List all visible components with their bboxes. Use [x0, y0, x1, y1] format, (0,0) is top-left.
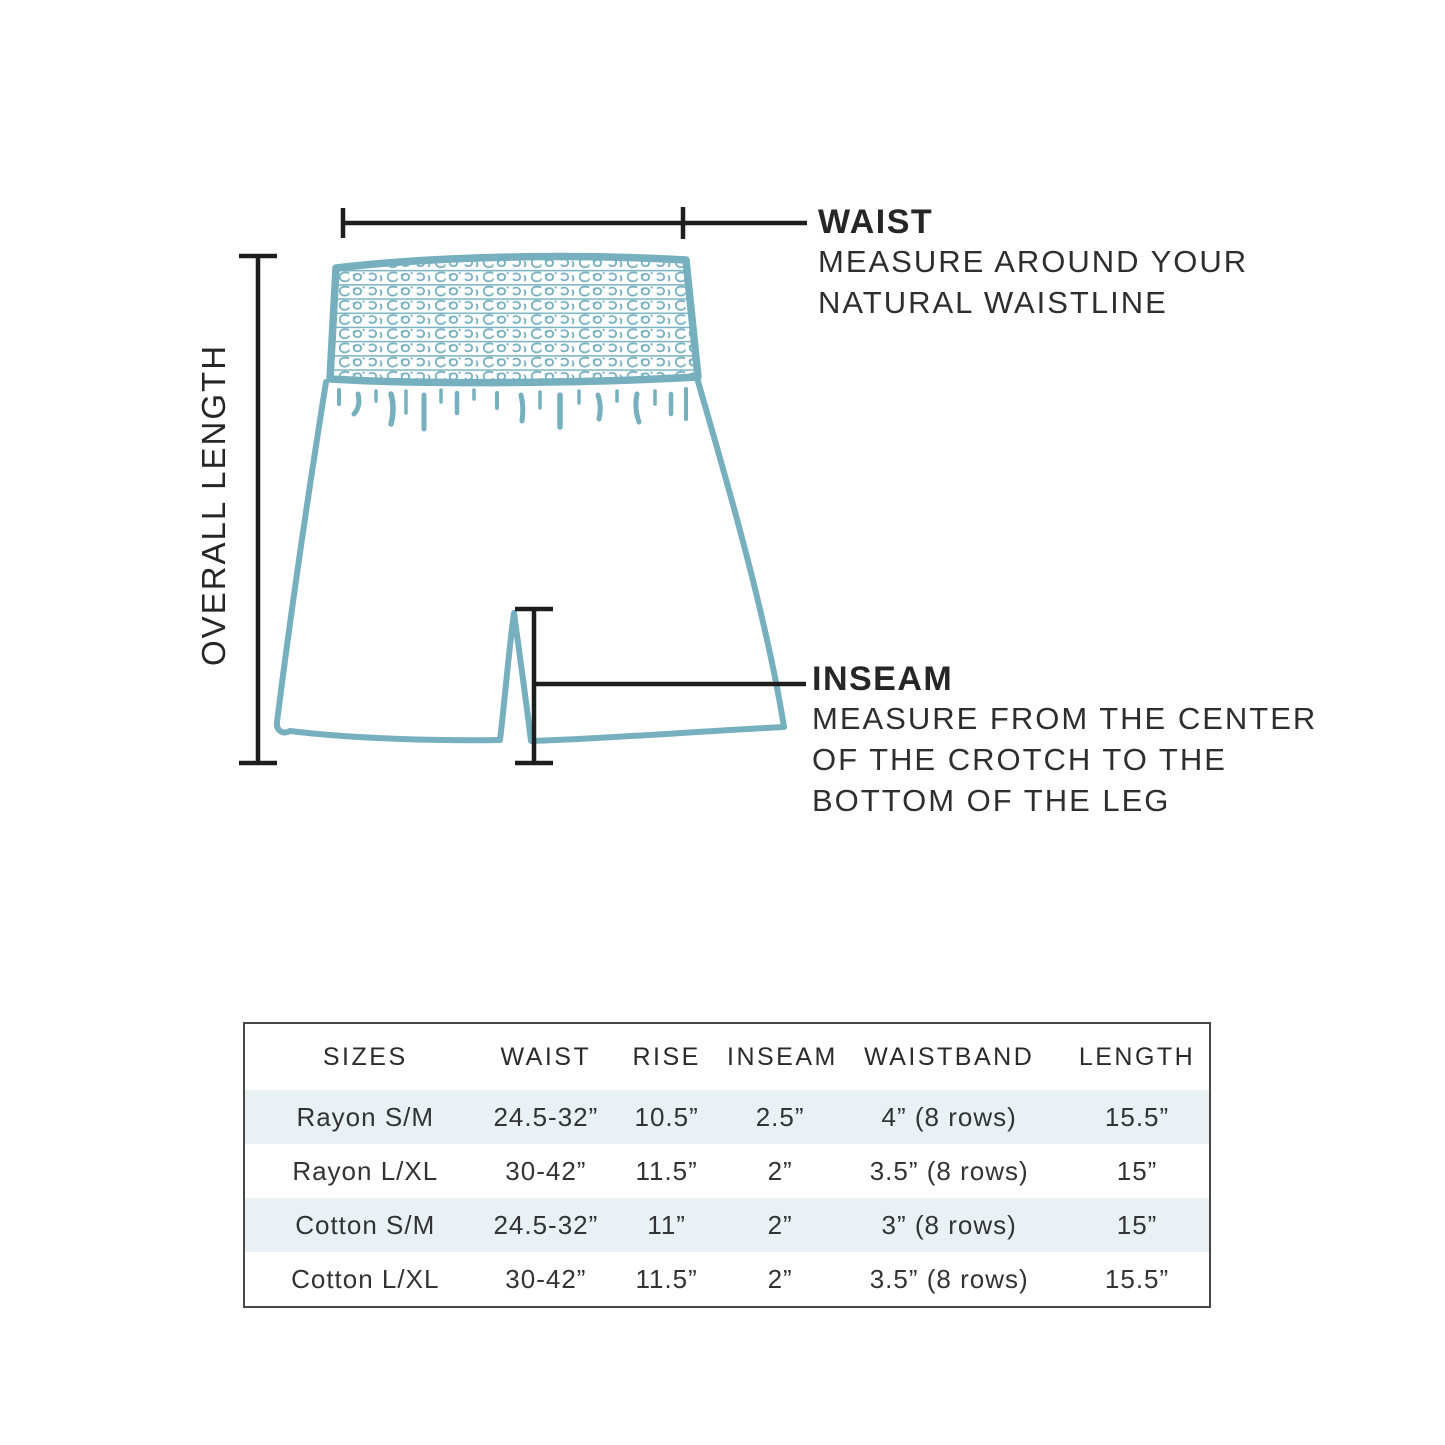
- inseam-annotation-line1: MEASURE FROM THE CENTER: [812, 701, 1318, 736]
- cell-size: Rayon S/M: [296, 1101, 435, 1132]
- header-length: LENGTH: [1078, 1042, 1196, 1071]
- header-waist: WAIST: [500, 1042, 592, 1071]
- cell-length: 15”: [1116, 1209, 1158, 1240]
- cell-rise: 11”: [647, 1209, 686, 1240]
- table-row-rayon-lxl: [244, 1144, 1210, 1198]
- cell-waist: 24.5-32”: [493, 1209, 599, 1240]
- cell-size: Rayon L/XL: [292, 1155, 439, 1186]
- waist-annotation-line1: MEASURE AROUND YOUR: [818, 244, 1249, 279]
- cell-waist: 24.5-32”: [493, 1101, 599, 1132]
- cell-waistband: 3” (8 rows): [881, 1209, 1017, 1240]
- size-table: [243, 1022, 1211, 1308]
- header-rise: RISE: [632, 1042, 701, 1071]
- cell-waistband: 3.5” (8 rows): [869, 1263, 1029, 1294]
- header-inseam: INSEAM: [727, 1042, 838, 1071]
- cell-size: Cotton L/XL: [291, 1263, 440, 1294]
- inseam-annotation-title: INSEAM: [812, 660, 954, 698]
- waist-annotation-title: WAIST: [818, 203, 934, 241]
- inseam-annotation-line2: OF THE CROTCH TO THE: [812, 742, 1227, 777]
- waist-measure-line: [343, 207, 807, 239]
- waist-annotation: [818, 203, 1248, 323]
- cell-waistband: 3.5” (8 rows): [869, 1155, 1029, 1186]
- cell-inseam: 2”: [767, 1263, 793, 1294]
- cell-rise: 11.5”: [635, 1263, 698, 1294]
- cell-waist: 30-42”: [505, 1263, 587, 1294]
- cell-inseam: 2”: [767, 1209, 793, 1240]
- cell-size: Cotton S/M: [295, 1209, 436, 1240]
- cell-length: 15.5”: [1104, 1263, 1170, 1294]
- cell-length: 15”: [1116, 1155, 1158, 1186]
- cell-waist: 30-42”: [505, 1155, 587, 1186]
- table-row-cotton-sm: [244, 1198, 1210, 1252]
- cell-waistband: 4” (8 rows): [881, 1101, 1017, 1132]
- smocked-waistband: [330, 257, 698, 383]
- cell-inseam: 2”: [767, 1155, 793, 1186]
- cell-rise: 10.5”: [634, 1101, 699, 1132]
- header-sizes: SIZES: [322, 1042, 408, 1071]
- header-waistband: WAISTBAND: [864, 1042, 1035, 1071]
- cell-length: 15.5”: [1104, 1101, 1170, 1132]
- size-table-header-row: [244, 1023, 1210, 1090]
- table-row-rayon-sm: [244, 1090, 1210, 1144]
- overall-length-label: OVERALL LENGTH: [195, 343, 232, 666]
- inseam-annotation-line3: BOTTOM OF THE LEG: [812, 783, 1171, 818]
- table-row-cotton-lxl: [244, 1252, 1210, 1307]
- waist-annotation-line2: NATURAL WAISTLINE: [818, 285, 1168, 320]
- overall-length-measure-line: [239, 256, 277, 763]
- cell-inseam: 2.5”: [755, 1101, 805, 1132]
- inseam-annotation: [812, 660, 1317, 821]
- cell-rise: 11.5”: [635, 1155, 698, 1186]
- shorts-body-outline: [277, 378, 784, 741]
